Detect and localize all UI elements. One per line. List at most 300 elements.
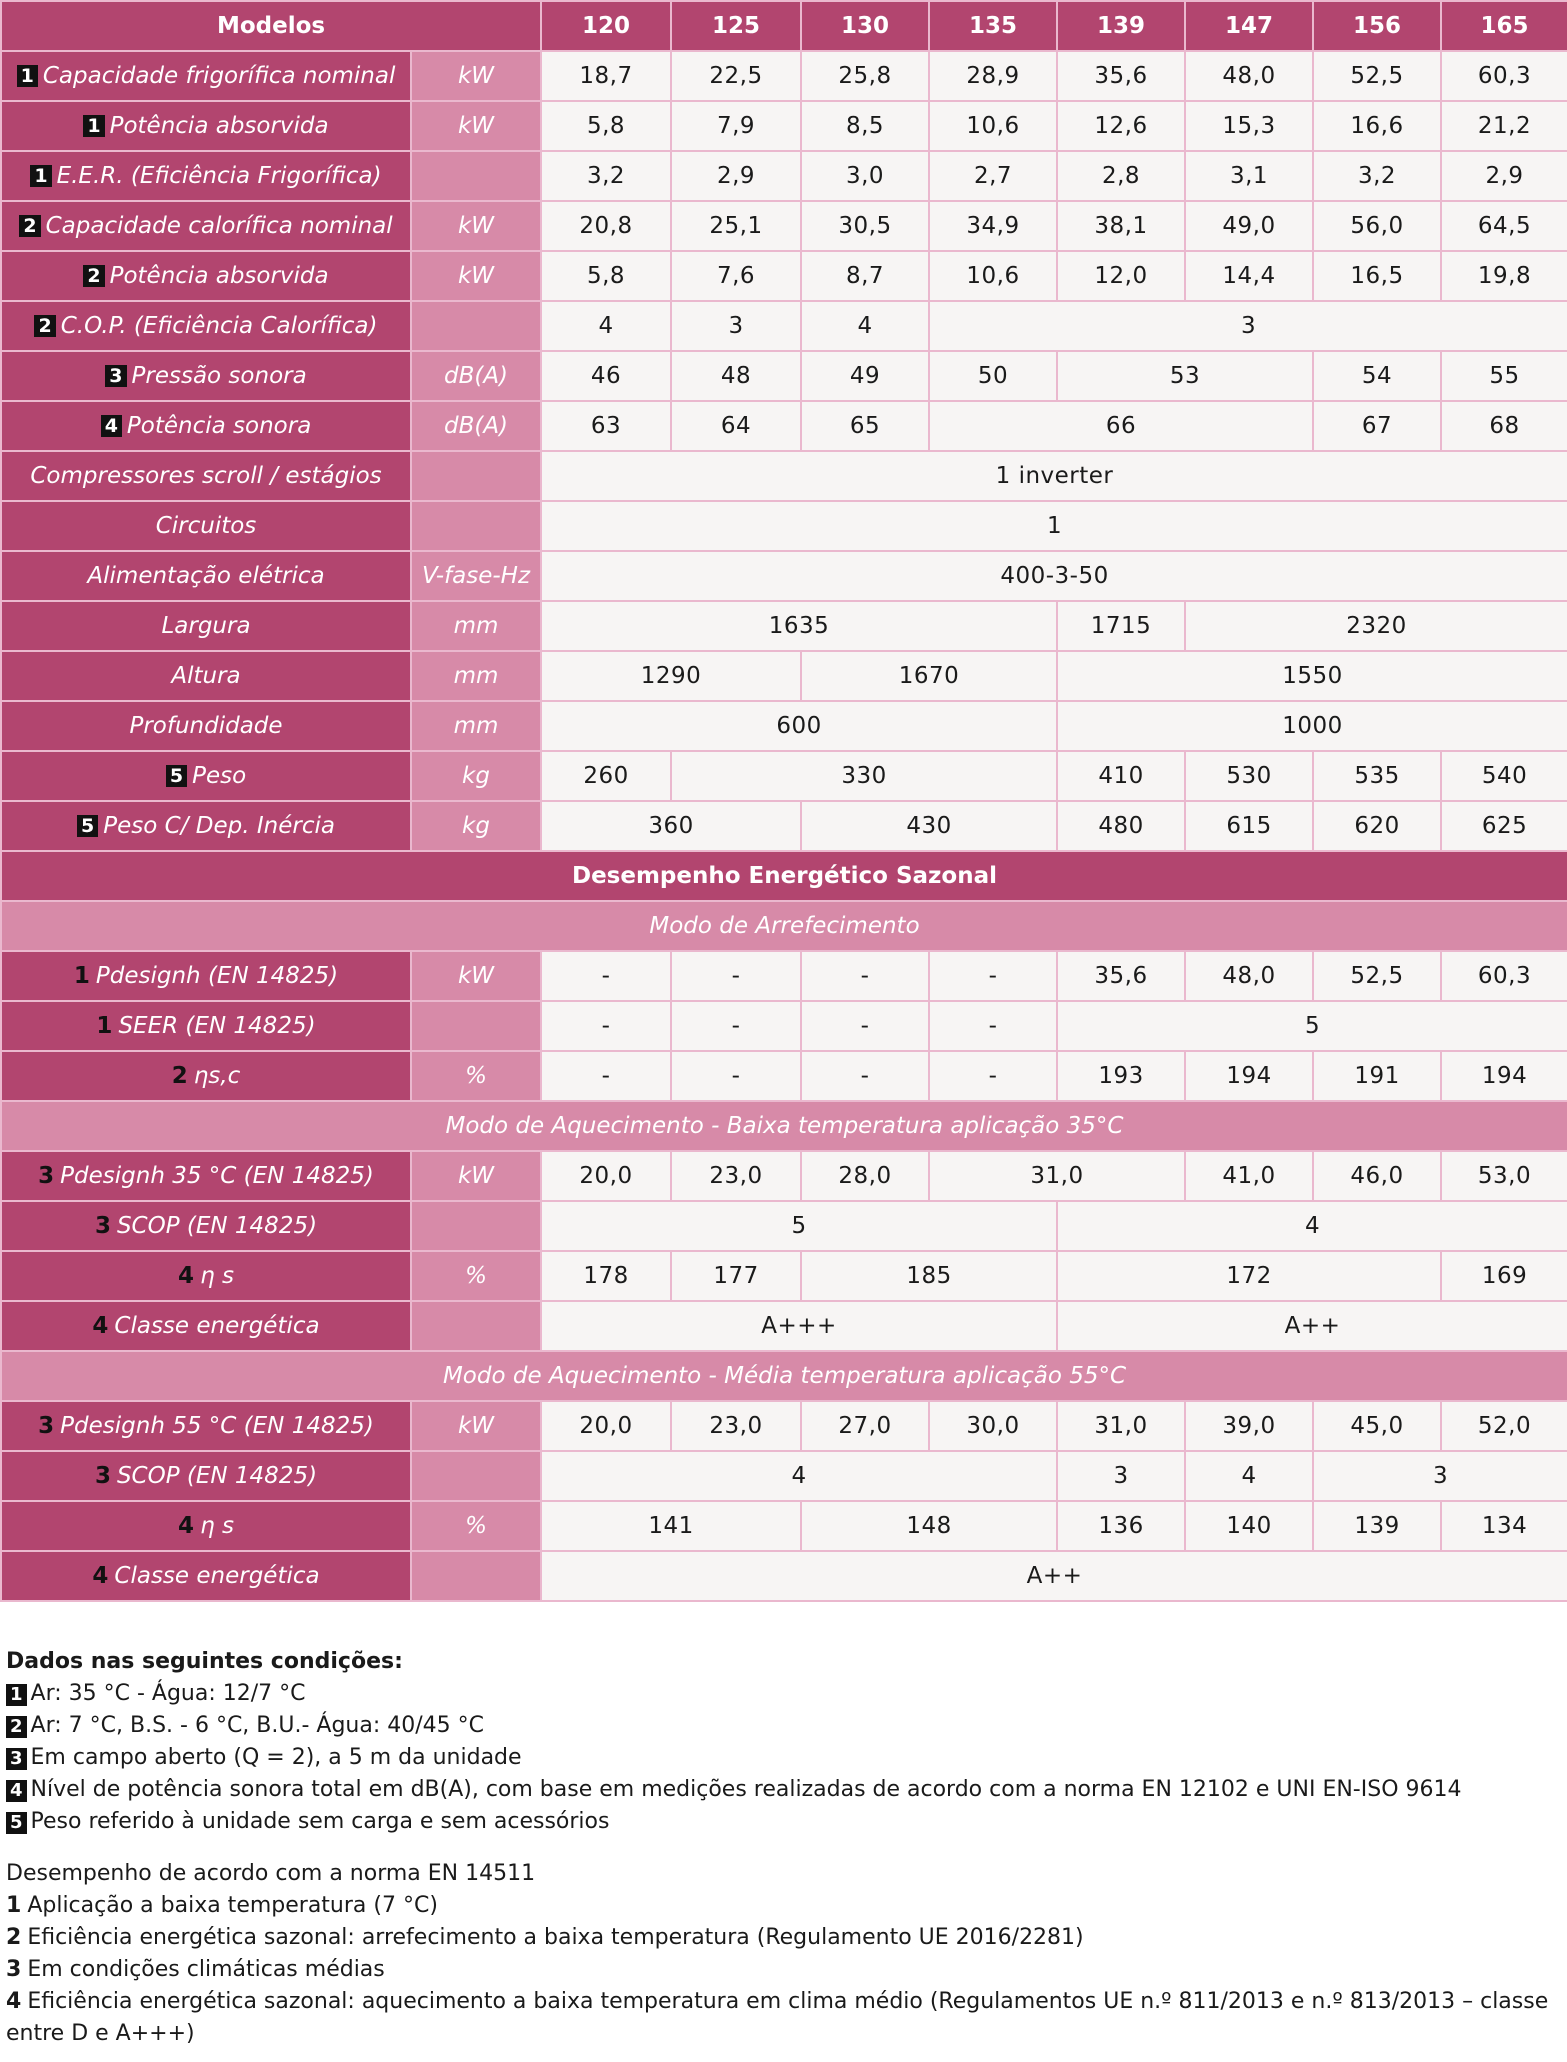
row-label-text: SCOP (EN 14825) [116,1213,318,1239]
note-line [6,1890,1556,1922]
row-label-text: Capacidade frigorífica nominal [42,63,396,89]
row-label-text: ηs,c [193,1063,241,1089]
row-label [1,951,411,1001]
value-cell: 68 [1441,401,1567,451]
spec-row [1,101,1567,151]
note-text: Eficiência energética sazonal: arrefecimento a baixa temperatura (Regulamento UE 2016/2281) [27,1925,1084,1950]
row-label [1,151,411,201]
value-cell: 12,6 [1057,101,1185,151]
row-label [1,1001,411,1051]
value-cell: 15,3 [1185,101,1313,151]
value-cell: 34,9 [929,201,1057,251]
row-unit: kW [411,51,541,101]
value-cell: 194 [1185,1051,1313,1101]
row-unit [411,501,541,551]
value-cell: 2,9 [1441,151,1567,201]
value-cell: 7,6 [671,251,801,301]
performance-list [6,1890,1556,2050]
value-cell: 330 [671,751,1057,801]
value-cell: 52,5 [1313,51,1441,101]
note-marker: 3 [105,365,126,387]
note-line [6,1710,1556,1742]
row-label [1,51,411,101]
value-cell: - [671,1001,801,1051]
value-cell: 35,6 [1057,951,1185,1001]
value-cell: 5,8 [541,101,671,151]
row-label [1,1401,411,1451]
value-cell: 30,5 [801,201,929,251]
note-marker: 4 [6,1780,27,1802]
value-cell: 31,0 [929,1151,1185,1201]
note-marker: 5 [77,815,98,837]
row-unit: mm [411,651,541,701]
row-label-text: Circuitos [155,513,257,539]
note-marker: 2 [6,1716,27,1738]
spec-row [1,451,1567,501]
row-unit: dB(A) [411,351,541,401]
row-label-text: Peso C/ Dep. Inércia [103,813,335,839]
spec-row [1,1251,1567,1301]
row-label-text: Alimentação elétrica [87,563,325,589]
spec-row [1,1051,1567,1101]
value-cell: 23,0 [671,1401,801,1451]
value-cell: 178 [541,1251,671,1301]
value-cell: 136 [1057,1501,1185,1551]
spec-row [1,551,1567,601]
note-marker: 4 [92,1563,109,1589]
value-cell: 30,0 [929,1401,1057,1451]
spec-row [1,251,1567,301]
row-label [1,601,411,651]
row-label [1,101,411,151]
value-cell: - [801,1051,929,1101]
note-marker: 5 [166,765,187,787]
value-cell: 1635 [541,601,1057,651]
spec-row [1,51,1567,101]
value-cell: 46 [541,351,671,401]
value-cell: 185 [801,1251,1057,1301]
row-unit: kW [411,201,541,251]
note-text: Peso referido à unidade sem carga e sem acessórios [30,1809,610,1834]
value-cell: 1715 [1057,601,1185,651]
value-cell: 53,0 [1441,1151,1567,1201]
value-cell: 3 [929,301,1567,351]
value-cell: 45,0 [1313,1401,1441,1451]
mode-subsection-row [1,1101,1567,1151]
row-label [1,551,411,601]
row-label-text: η s [200,1263,234,1289]
footnotes [6,1646,1556,2050]
value-cell: 19,8 [1441,251,1567,301]
value-cell: 4 [541,1451,1057,1501]
value-cell: 46,0 [1313,1151,1441,1201]
note-marker: 1 [73,963,90,989]
value-cell: 4 [801,301,929,351]
row-label-text: Classe energética [114,1313,320,1339]
value-cell: 360 [541,801,801,851]
model-header: 125 [671,1,801,51]
value-cell: 1290 [541,651,801,701]
value-cell: 1 [541,501,1567,551]
note-marker: 2 [83,265,104,287]
value-cell: 22,5 [671,51,801,101]
value-cell: - [541,1001,671,1051]
value-cell: 2,9 [671,151,801,201]
row-label [1,1551,411,1601]
row-label-text: Peso [192,763,247,789]
row-label [1,801,411,851]
value-cell: 48 [671,351,801,401]
value-cell: 48,0 [1185,51,1313,101]
row-label [1,1451,411,1501]
row-label [1,1301,411,1351]
row-unit: kg [411,751,541,801]
row-label-text: C.O.P. (Eficiência Calorífica) [60,313,378,339]
value-cell: 141 [541,1501,801,1551]
value-cell: - [671,1051,801,1101]
note-marker: 5 [6,1812,27,1834]
row-unit: kg [411,801,541,851]
row-label [1,1201,411,1251]
value-cell: 3,2 [541,151,671,201]
value-cell: 53 [1057,351,1313,401]
row-label-text: Potência absorvida [109,113,329,139]
note-marker: 4 [92,1313,109,1339]
performance-heading: Desempenho de acordo com a norma EN 14511 [6,1861,536,1886]
note-line [6,1806,1556,1838]
mode-subsection-row [1,901,1567,951]
value-cell: 5 [541,1201,1057,1251]
value-cell: 1550 [1057,651,1567,701]
note-marker: 3 [94,1463,111,1489]
note-marker: 4 [6,1989,22,2014]
spec-row [1,1301,1567,1351]
value-cell: 600 [541,701,1057,751]
value-cell: 3 [671,301,801,351]
value-cell: 20,8 [541,201,671,251]
value-cell: 139 [1313,1501,1441,1551]
value-cell: 1 inverter [541,451,1567,501]
row-label [1,1501,411,1551]
row-unit: kW [411,1401,541,1451]
value-cell: 4 [541,301,671,351]
value-cell: A++ [1057,1301,1567,1351]
value-cell: 3,0 [801,151,929,201]
value-cell: 615 [1185,801,1313,851]
model-header: 135 [929,1,1057,51]
row-unit: dB(A) [411,401,541,451]
mode-subsection-title: Modo de Aquecimento - Baixa temperatura aplicação 35°C [1,1101,1567,1151]
row-label-text: SCOP (EN 14825) [116,1463,318,1489]
row-label [1,751,411,801]
note-marker: 1 [83,115,104,137]
spec-row [1,701,1567,751]
row-label [1,201,411,251]
model-header: 156 [1313,1,1441,51]
value-cell: 54 [1313,351,1441,401]
spec-row [1,501,1567,551]
note-marker: 2 [171,1063,188,1089]
row-label [1,451,411,501]
note-text: Aplicação a baixa temperatura (7 °C) [27,1893,438,1918]
row-unit: kW [411,1151,541,1201]
value-cell: 65 [801,401,929,451]
row-label [1,401,411,451]
value-cell: 38,1 [1057,201,1185,251]
row-label [1,1251,411,1301]
note-line [6,1954,1556,1986]
value-cell: 39,0 [1185,1401,1313,1451]
row-label [1,251,411,301]
seasonal-section-row [1,851,1567,901]
value-cell: 60,3 [1441,51,1567,101]
value-cell: 48,0 [1185,951,1313,1001]
spec-row [1,1401,1567,1451]
note-line [6,1986,1556,2050]
value-cell: 172 [1057,1251,1441,1301]
row-label-text: Pdesignh (EN 14825) [95,963,339,989]
note-marker: 4 [101,415,122,437]
value-cell: 1670 [801,651,1057,701]
value-cell: A++ [541,1551,1567,1601]
row-unit [411,1451,541,1501]
row-label [1,1151,411,1201]
spec-row [1,1451,1567,1501]
value-cell: 66 [929,401,1313,451]
row-label-text: Pressão sonora [131,363,307,389]
value-cell: 3 [1057,1451,1185,1501]
value-cell: 25,1 [671,201,801,251]
value-cell: 410 [1057,751,1185,801]
value-cell: 620 [1313,801,1441,851]
value-cell: 64,5 [1441,201,1567,251]
row-unit: % [411,1251,541,1301]
value-cell: 2320 [1185,601,1567,651]
value-cell: 49 [801,351,929,401]
value-cell: 52,0 [1441,1401,1567,1451]
value-cell: 41,0 [1185,1151,1313,1201]
value-cell: 625 [1441,801,1567,851]
spec-row [1,801,1567,851]
note-marker: 1 [6,1684,27,1706]
row-unit [411,1551,541,1601]
value-cell: - [541,951,671,1001]
value-cell: 35,6 [1057,51,1185,101]
note-marker: 2 [34,315,55,337]
value-cell: - [801,951,929,1001]
spec-row [1,601,1567,651]
row-label-text: Potência sonora [126,413,312,439]
row-unit: mm [411,701,541,751]
value-cell: 50 [929,351,1057,401]
value-cell: A+++ [541,1301,1057,1351]
spec-row [1,151,1567,201]
value-cell: 134 [1441,1501,1567,1551]
value-cell: 18,7 [541,51,671,101]
value-cell: 8,7 [801,251,929,301]
model-header: 165 [1441,1,1567,51]
value-cell: 4 [1057,1201,1567,1251]
note-text: Ar: 7 °C, B.S. - 6 °C, B.U.- Água: 40/45 °C [30,1713,485,1738]
conditions-list [6,1678,1556,1838]
note-marker: 3 [38,1163,55,1189]
spec-table-body [1,1,1567,1601]
row-label-text: Classe energética [114,1563,320,1589]
value-cell: 193 [1057,1051,1185,1101]
value-cell: 60,3 [1441,951,1567,1001]
value-cell: 16,5 [1313,251,1441,301]
model-header: 147 [1185,1,1313,51]
note-line [6,1742,1556,1774]
spec-row [1,751,1567,801]
spec-row [1,1151,1567,1201]
row-label [1,701,411,751]
value-cell: - [929,951,1057,1001]
note-marker: 1 [30,165,51,187]
value-cell: 63 [541,401,671,451]
value-cell: 540 [1441,751,1567,801]
value-cell: 148 [801,1501,1057,1551]
value-cell: - [541,1051,671,1101]
note-marker: 1 [6,1893,22,1918]
row-unit [411,151,541,201]
value-cell: 8,5 [801,101,929,151]
row-label-text: Compressores scroll / estágios [30,463,382,489]
spec-row [1,1001,1567,1051]
row-unit [411,1201,541,1251]
value-cell: - [929,1001,1057,1051]
note-marker: 4 [178,1513,195,1539]
row-label-text: Pdesignh 35 °C (EN 14825) [60,1163,374,1189]
value-cell: 23,0 [671,1151,801,1201]
value-cell: 4 [1185,1451,1313,1501]
mode-subsection-row [1,1351,1567,1401]
row-unit: V-fase-Hz [411,551,541,601]
value-cell: 10,6 [929,101,1057,151]
value-cell: 10,6 [929,251,1057,301]
value-cell: 530 [1185,751,1313,801]
row-label [1,1051,411,1101]
row-label-text: Potência absorvida [109,263,329,289]
value-cell: 3 [1313,1451,1567,1501]
value-cell: 28,9 [929,51,1057,101]
value-cell: 20,0 [541,1401,671,1451]
spec-row [1,651,1567,701]
model-header: 139 [1057,1,1185,51]
value-cell: 400-3-50 [541,551,1567,601]
value-cell: 28,0 [801,1151,929,1201]
row-unit: % [411,1501,541,1551]
value-cell: - [671,951,801,1001]
row-unit: kW [411,251,541,301]
value-cell: 31,0 [1057,1401,1185,1451]
mode-subsection-title: Modo de Arrefecimento [1,901,1567,951]
value-cell: 480 [1057,801,1185,851]
conditions-heading: Dados nas seguintes condições: [6,1649,403,1674]
value-cell: 25,8 [801,51,929,101]
row-unit: kW [411,101,541,151]
row-unit: kW [411,951,541,1001]
models-title: Modelos [1,1,541,51]
value-cell: 55 [1441,351,1567,401]
value-cell: 20,0 [541,1151,671,1201]
value-cell: 16,6 [1313,101,1441,151]
note-text: Eficiência energética sazonal: aquecimento a baixa temperatura em clima médio (Regulamentos UE n.º 811/2013 e n.º 813/2013 – classe entre D e A+++) [6,1989,1549,2046]
note-text: Ar: 35 °C - Água: 12/7 °C [30,1681,306,1706]
value-cell: 5,8 [541,251,671,301]
value-cell: 140 [1185,1501,1313,1551]
row-unit [411,451,541,501]
value-cell: 12,0 [1057,251,1185,301]
row-label [1,501,411,551]
spec-row [1,401,1567,451]
spec-row [1,201,1567,251]
value-cell: 27,0 [801,1401,929,1451]
note-line [6,1774,1556,1806]
value-cell: 2,8 [1057,151,1185,201]
row-label-text: Capacidade calorífica nominal [45,213,393,239]
value-cell: 430 [801,801,1057,851]
spec-row [1,301,1567,351]
model-header: 130 [801,1,929,51]
value-cell: 535 [1313,751,1441,801]
row-label-text: Altura [171,663,241,689]
value-cell: 2,7 [929,151,1057,201]
value-cell: 67 [1313,401,1441,451]
row-label [1,651,411,701]
spec-row [1,1501,1567,1551]
value-cell: 52,5 [1313,951,1441,1001]
row-unit: mm [411,601,541,651]
row-unit: % [411,1051,541,1101]
value-cell: - [801,1001,929,1051]
note-marker: 4 [178,1263,195,1289]
model-header: 120 [541,1,671,51]
row-unit [411,1001,541,1051]
spec-row [1,1201,1567,1251]
note-marker: 1 [17,65,38,87]
row-label-text: E.E.R. (Eficiência Frigorífica) [56,163,382,189]
note-text: Em campo aberto (Q = 2), a 5 m da unidade [30,1745,522,1770]
value-cell: 64 [671,401,801,451]
value-cell: 3,1 [1185,151,1313,201]
note-marker: 3 [6,1748,27,1770]
note-text: Nível de potência sonora total em dB(A), com base em medições realizadas de acordo com a norma EN 12102 e UNI EN-ISO 9614 [30,1777,1462,1802]
note-marker: 3 [6,1957,22,1982]
value-cell: 49,0 [1185,201,1313,251]
value-cell: 177 [671,1251,801,1301]
value-cell: 7,9 [671,101,801,151]
row-label [1,351,411,401]
models-header-row [1,1,1567,51]
note-line [6,1922,1556,1954]
note-line [6,1678,1556,1710]
value-cell: 21,2 [1441,101,1567,151]
value-cell: 5 [1057,1001,1567,1051]
value-cell: 56,0 [1313,201,1441,251]
note-marker: 2 [6,1925,22,1950]
note-marker: 3 [94,1213,111,1239]
value-cell: 191 [1313,1051,1441,1101]
value-cell: 3,2 [1313,151,1441,201]
row-label-text: η s [200,1513,234,1539]
spec-row [1,351,1567,401]
seasonal-section-title: Desempenho Energético Sazonal [1,851,1567,901]
note-marker: 1 [96,1013,113,1039]
row-label-text: Pdesignh 55 °C (EN 14825) [60,1413,374,1439]
value-cell: 260 [541,751,671,801]
spec-row [1,951,1567,1001]
